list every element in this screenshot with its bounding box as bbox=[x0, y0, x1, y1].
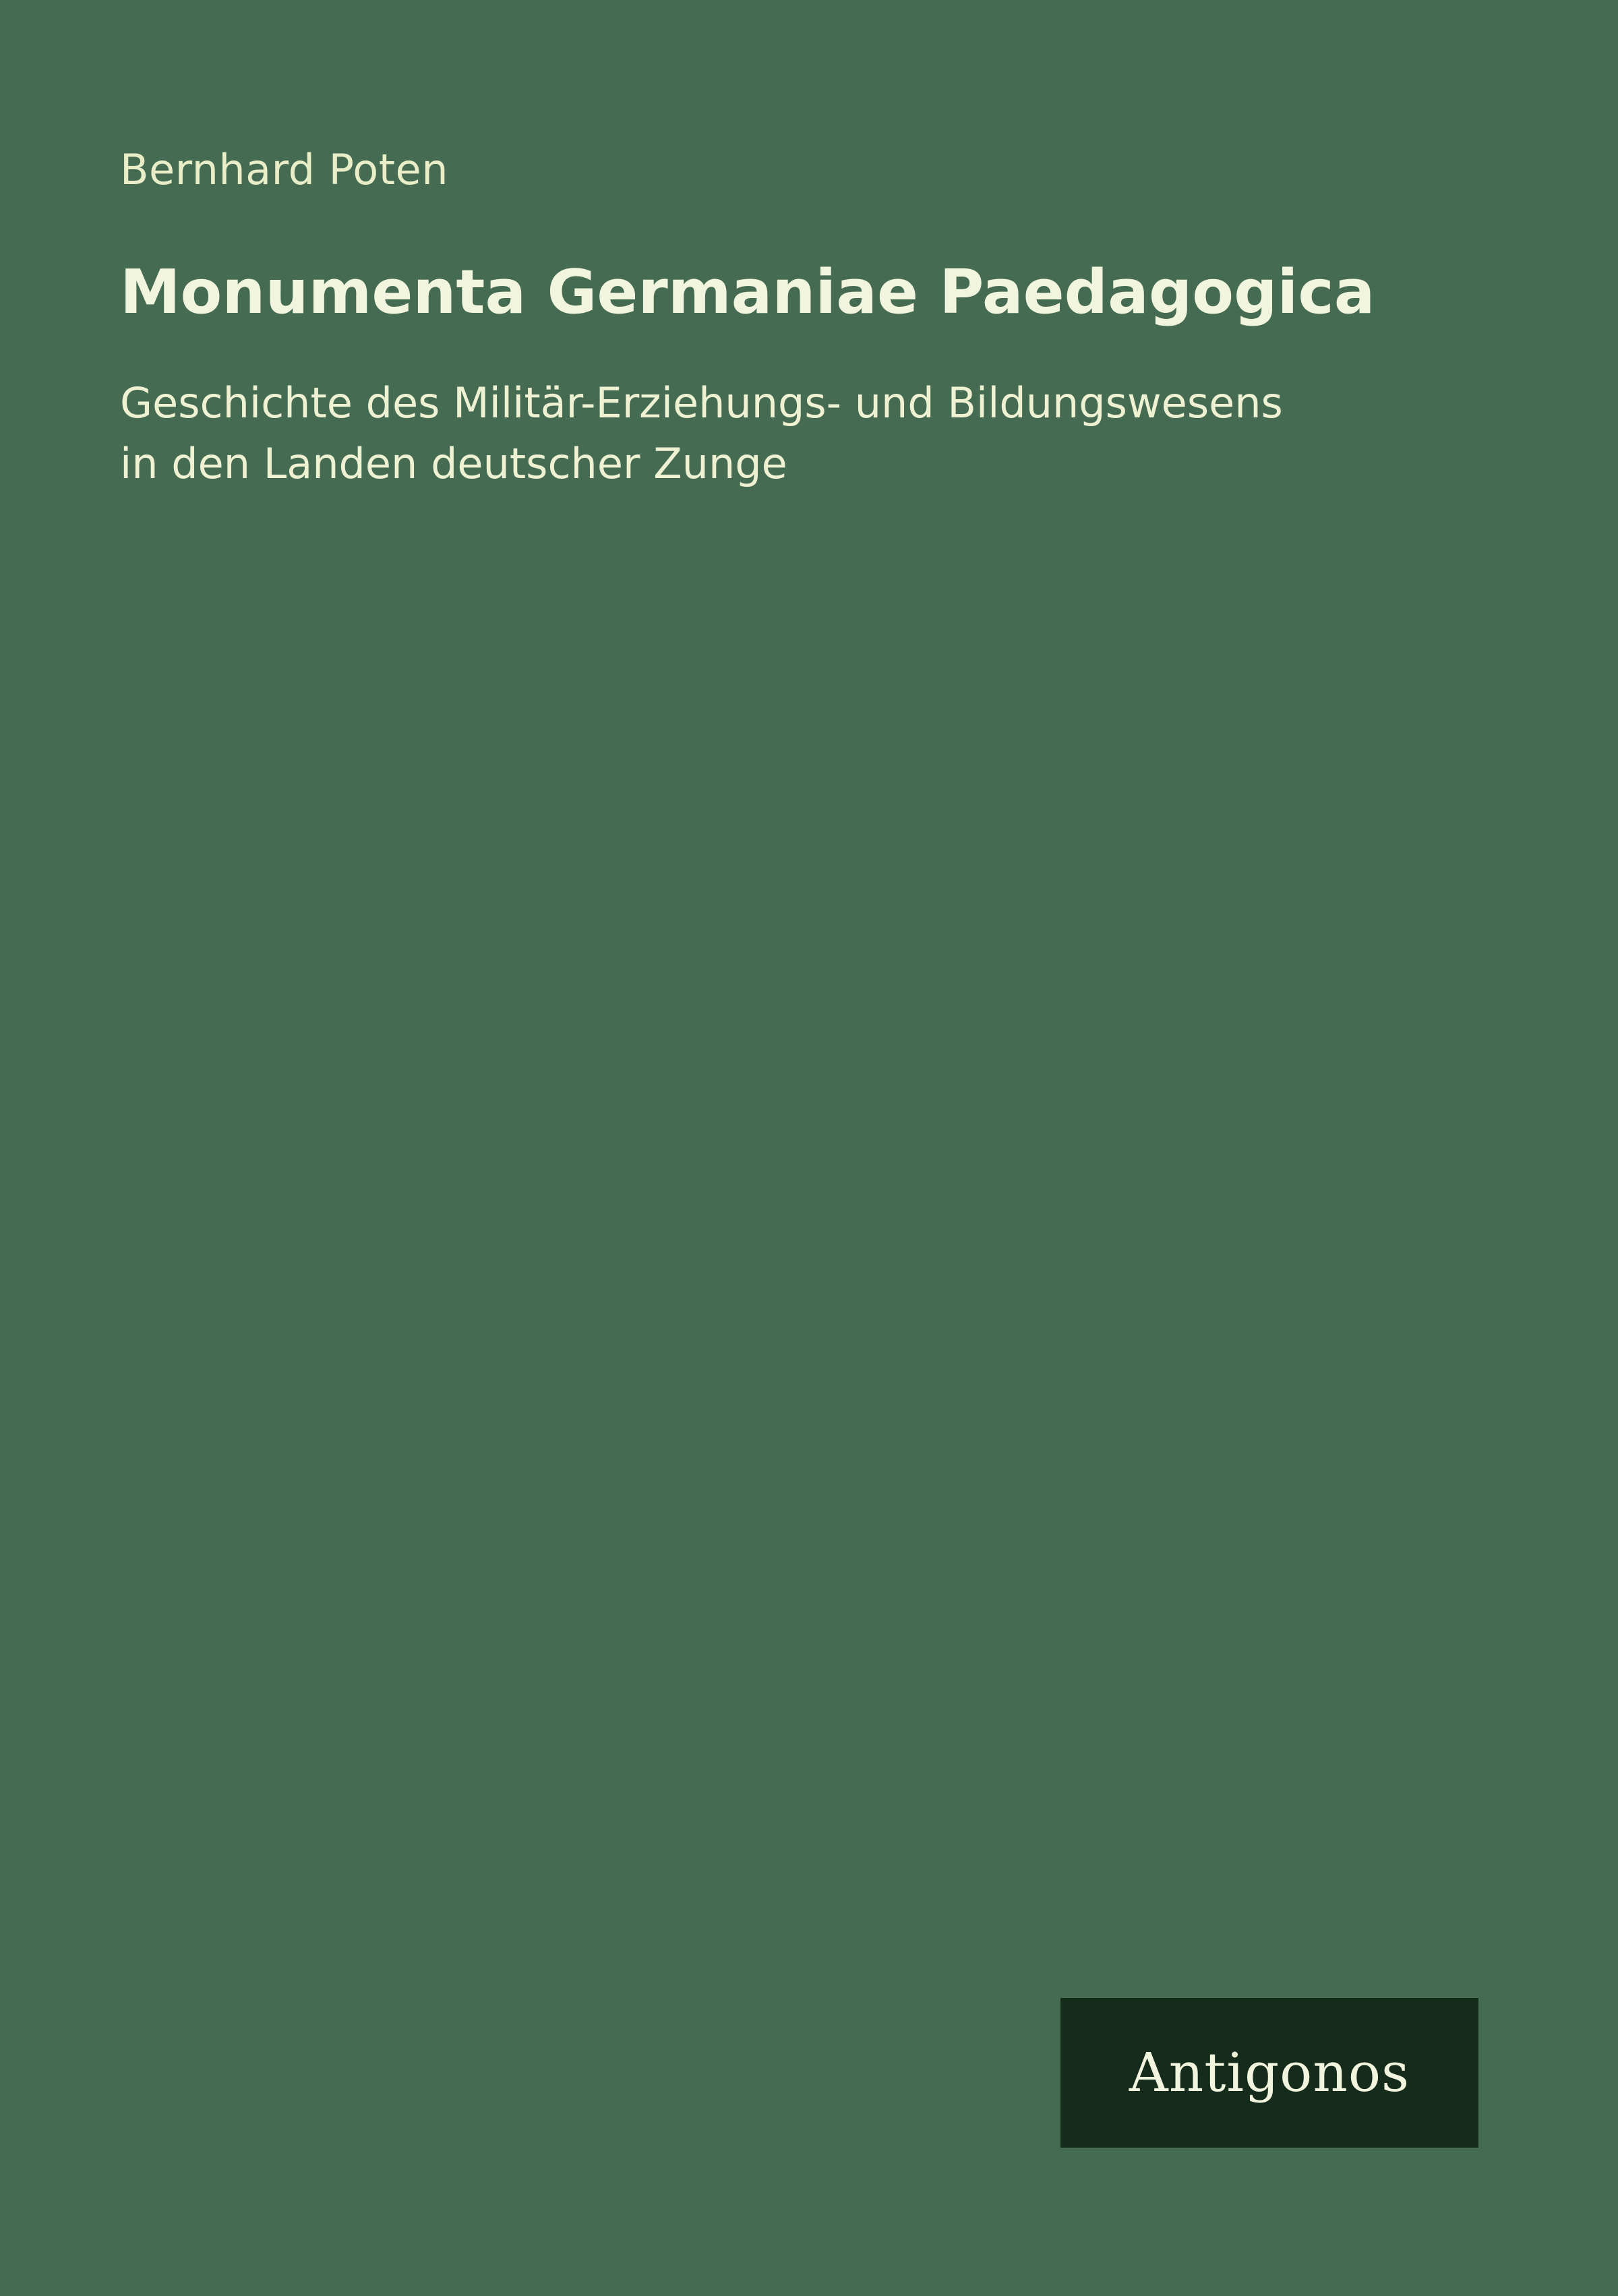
publisher-badge bbox=[1060, 1998, 1478, 2148]
book-subtitle: Geschichte des Militär-Erziehungs- und Bildungswesens in den Landen deutscher Zunge bbox=[120, 378, 1283, 489]
book-title: Monumenta Germaniae Paedagogica bbox=[120, 257, 1375, 328]
cover-text-block bbox=[120, 145, 1401, 494]
publisher-name: Antigonos bbox=[1129, 2041, 1410, 2104]
author-name: Bernhard Poten bbox=[120, 145, 448, 194]
